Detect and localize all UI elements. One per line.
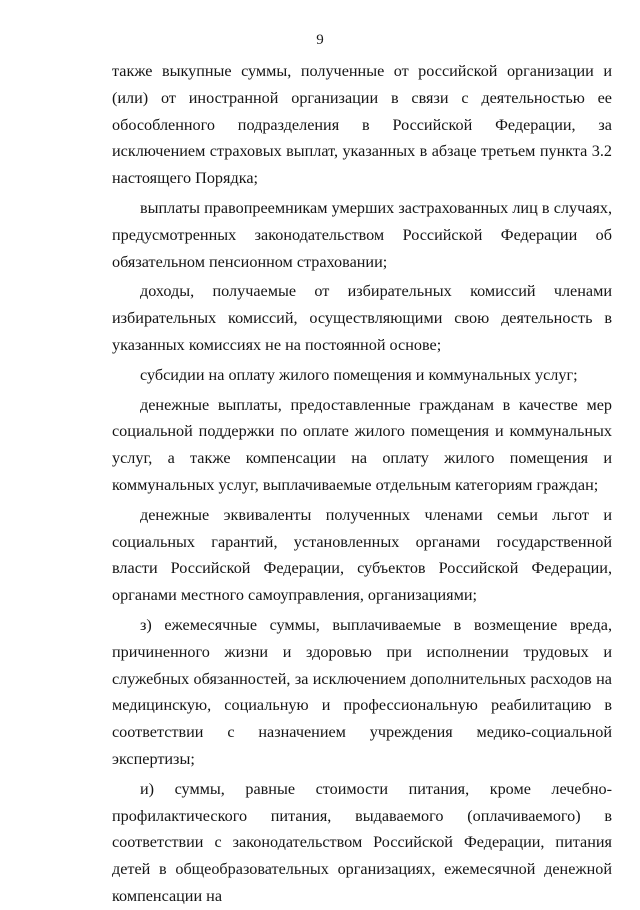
paragraph-benefit-equivalents: денежные эквиваленты полученных членами семьи льгот и социальных гарантий, установленных органами государственной власти Российской Федерации, субъектов Российской Федерации, органами местного самоуправления, организациями;: [112, 505, 612, 605]
paragraph-continuation: также выкупные суммы, полученные от российской организации и (или) от иностранной организации в связи с деятельностью ее обособленного подразделения в Российской Федерации, за исключением страховых выплат, указанных в абзаце третьем пункта 3.2 настоящего Порядка;: [112, 62, 612, 188]
paragraph-successor-payments: выплаты правопреемникам умерших застрахованных лиц в случаях, предусмотренных законодательством Российской Федерации об обязательном пенсионном страховании;: [112, 198, 612, 271]
paragraph-election-commission-income: доходы, получаемые от избирательных комиссий членами избирательных комиссий, осуществляющими свою деятельность в указанных комиссиях не на постоянной основе;: [112, 282, 612, 354]
paragraph-item-z-damage-compensation: з) ежемесячные суммы, выплачиваемые в возмещение вреда, причиненного жизни и здоровью при исполнении трудовых и служебных обязанностей, за исключением дополнительных расходов на медицинскую, социальную и профессиональную реабилитацию в соответствии с назначением учреждения медико-социальной экспертизы;: [112, 615, 612, 768]
paragraph-item-i-meal-sums: и) суммы, равные стоимости питания, кроме лечебно-профилактического питания, выдаваемого (оплачиваемого) в соответствии с законодательством Российской Федерации, питания детей в общеобразовательных организациях, ежемесячной денежной компенсации на: [112, 779, 612, 905]
paragraph-social-support-payments: денежные выплаты, предоставленные гражданам в качестве мер социальной поддержки по оплате жилого помещения и коммунальных услуг, а также компенсации на оплату жилого помещения и коммунальных услуг, выплачиваемые отдельным категориям граждан;: [112, 395, 612, 494]
document-body: [112, 58, 612, 910]
page-number: 9: [316, 32, 324, 48]
paragraph-housing-subsidies: субсидии на оплату жилого помещения и коммунальных услуг;: [140, 365, 578, 384]
